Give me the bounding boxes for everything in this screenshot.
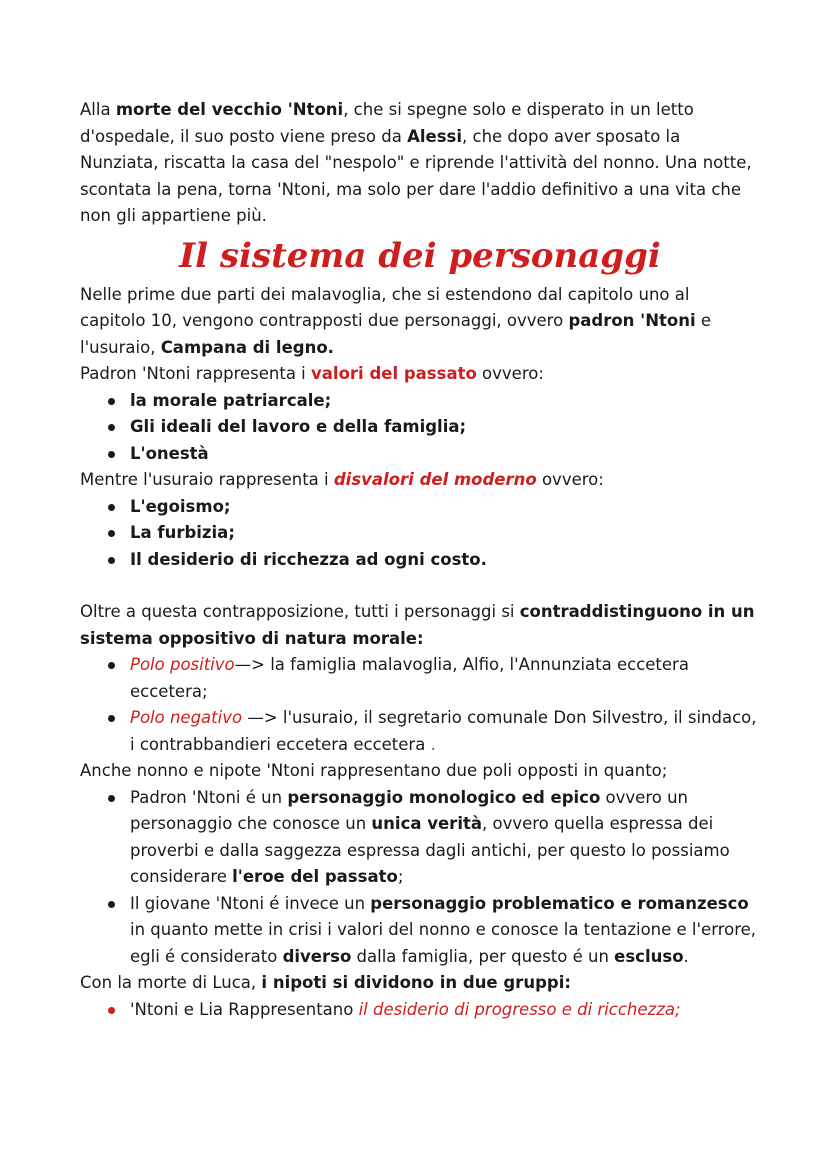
paragraph-modern-disvalues xyxy=(80,467,760,494)
list-item xyxy=(104,494,760,521)
char-bold: escluso xyxy=(614,946,684,966)
bullet-icon xyxy=(108,901,115,908)
list-item xyxy=(104,441,760,468)
pole-text: —> la famiglia malavoglia, Alfio, l'Annunziata eccetera eccetera; xyxy=(130,655,689,701)
pole-label: Polo positivo xyxy=(130,655,235,674)
groups-list xyxy=(80,997,760,1024)
char-text: ; xyxy=(397,867,404,886)
bullet-icon xyxy=(108,504,115,511)
char-text: dalla famiglia, per questo é un xyxy=(351,946,615,966)
list-item-text: L'egoismo; xyxy=(130,496,231,516)
group-text: 'Ntoni e Lia Rappresentano xyxy=(130,999,359,1019)
paragraph-grandfather-grandson xyxy=(80,758,760,785)
intro-text-1: Alla xyxy=(80,100,116,119)
list-item xyxy=(104,997,760,1024)
char-bold: l'eroe del passato xyxy=(232,867,398,886)
para1-bold-2: Campana di legno. xyxy=(160,337,334,357)
list-item xyxy=(104,547,760,574)
char-text: ovvero un personaggio che conosce un xyxy=(130,787,688,833)
intro-bold-2: Alessi xyxy=(407,126,463,146)
para3-text-2: ovvero: xyxy=(536,470,604,489)
list-item xyxy=(104,652,760,705)
intro-bold-1: morte del vecchio 'Ntoni xyxy=(115,100,344,119)
pole-tail: . xyxy=(425,734,436,754)
document-page xyxy=(80,97,760,1023)
para6-bold-1: i nipoti si dividono in due gruppi: xyxy=(261,973,571,992)
para5-text-1: Anche nonno e nipote 'Ntoni rappresentano due poli opposti in quanto; xyxy=(80,761,668,780)
disvalues-list xyxy=(80,494,760,574)
para1-text-1: Nelle prime due parti dei malavoglia, che si estendono dal capitolo uno al capitolo 10, vengono contrapposti due personaggi, ovvero xyxy=(80,284,690,330)
list-item xyxy=(104,388,760,415)
pole-label: Polo negativo xyxy=(130,708,243,727)
char-text: , ovvero quella espressa dei proverbi e dalla saggezza espressa dagli antichi, per questo lo possiamo considerare xyxy=(130,814,730,886)
pole-text: —> l'usuraio, il segretario comunale Don Silvestro, il sindaco, i contrabbandieri eccetera eccetera xyxy=(130,708,757,754)
list-item xyxy=(104,785,760,891)
bullet-icon xyxy=(108,715,115,722)
bullet-icon xyxy=(108,662,115,669)
paragraph-past-values xyxy=(80,361,760,388)
list-item-text: L'onestà xyxy=(130,443,209,463)
para3-highlight: disvalori del moderno xyxy=(333,470,537,489)
spacer xyxy=(80,573,760,599)
past-values-list xyxy=(80,388,760,468)
char-bold: unica verità xyxy=(371,814,482,833)
char-text: Padron 'Ntoni é un xyxy=(130,787,288,807)
group-highlight: il desiderio di progresso e di ricchezza; xyxy=(358,999,681,1019)
list-item-text: La furbizia; xyxy=(130,523,235,542)
char-text: Il giovane 'Ntoni é invece un xyxy=(130,893,371,913)
bullet-icon xyxy=(108,795,115,802)
para3-text-1: Mentre l'usuraio rappresenta i xyxy=(80,470,334,489)
para4-text-1: Oltre a questa contrapposizione, tutti i personaggi si xyxy=(80,602,520,621)
char-bold: diverso xyxy=(282,946,352,966)
char-bold: personaggio monologico ed epico xyxy=(287,787,601,807)
list-item-text: Gli ideali del lavoro e della famiglia; xyxy=(130,417,467,436)
para1-text-2: e l'usuraio, xyxy=(80,311,712,357)
char-text: . xyxy=(683,946,689,966)
bullet-icon xyxy=(108,557,115,564)
char-bold: personaggio problematico e romanzesco xyxy=(370,893,749,913)
intro-paragraph xyxy=(80,97,760,230)
list-item-text: Il desiderio di ricchezza ad ogni costo. xyxy=(130,549,487,569)
paragraph-opposed-characters xyxy=(80,282,760,362)
bullet-icon xyxy=(108,424,115,431)
section-title: Il sistema dei personaggi xyxy=(179,235,661,276)
bullet-icon xyxy=(108,398,115,405)
intro-text-2: , che si spegne solo e disperato in un letto d'ospedale, il suo posto viene preso da xyxy=(80,100,694,146)
bullet-icon xyxy=(108,451,115,458)
intro-text-3: , che dopo aver sposato la Nunziata, riscatta la casa del "nespolo" e riprende l'attività del nonno. Una notte, scontata la pena, torna 'Ntoni, ma solo per dare l'addio definitivo a una vita che non gli appartiene più. xyxy=(80,126,752,225)
para2-text-2: ovvero: xyxy=(476,364,544,383)
para2-text-1: Padron 'Ntoni rappresenta i xyxy=(80,364,312,383)
paragraph-moral-system xyxy=(80,599,760,652)
characters-list xyxy=(80,785,760,971)
para6-text-1: Con la morte di Luca, xyxy=(80,973,262,992)
para1-bold-1: padron 'Ntoni xyxy=(568,311,696,330)
list-item xyxy=(104,891,760,971)
list-item-text: la morale patriarcale; xyxy=(130,390,332,410)
bullet-icon xyxy=(108,1007,115,1014)
list-item xyxy=(104,414,760,441)
para2-highlight: valori del passato xyxy=(311,364,477,383)
para4-bold-1: contraddistinguono in un sistema oppositivo di natura morale: xyxy=(80,602,755,648)
list-item xyxy=(104,705,760,758)
char-text: in quanto mette in crisi i valori del nonno e conosce la tentazione e l'errore, egli é considerato xyxy=(130,920,757,966)
paragraph-grandchildren xyxy=(80,970,760,997)
bullet-icon xyxy=(108,530,115,537)
list-item xyxy=(104,520,760,547)
poles-list xyxy=(80,652,760,758)
